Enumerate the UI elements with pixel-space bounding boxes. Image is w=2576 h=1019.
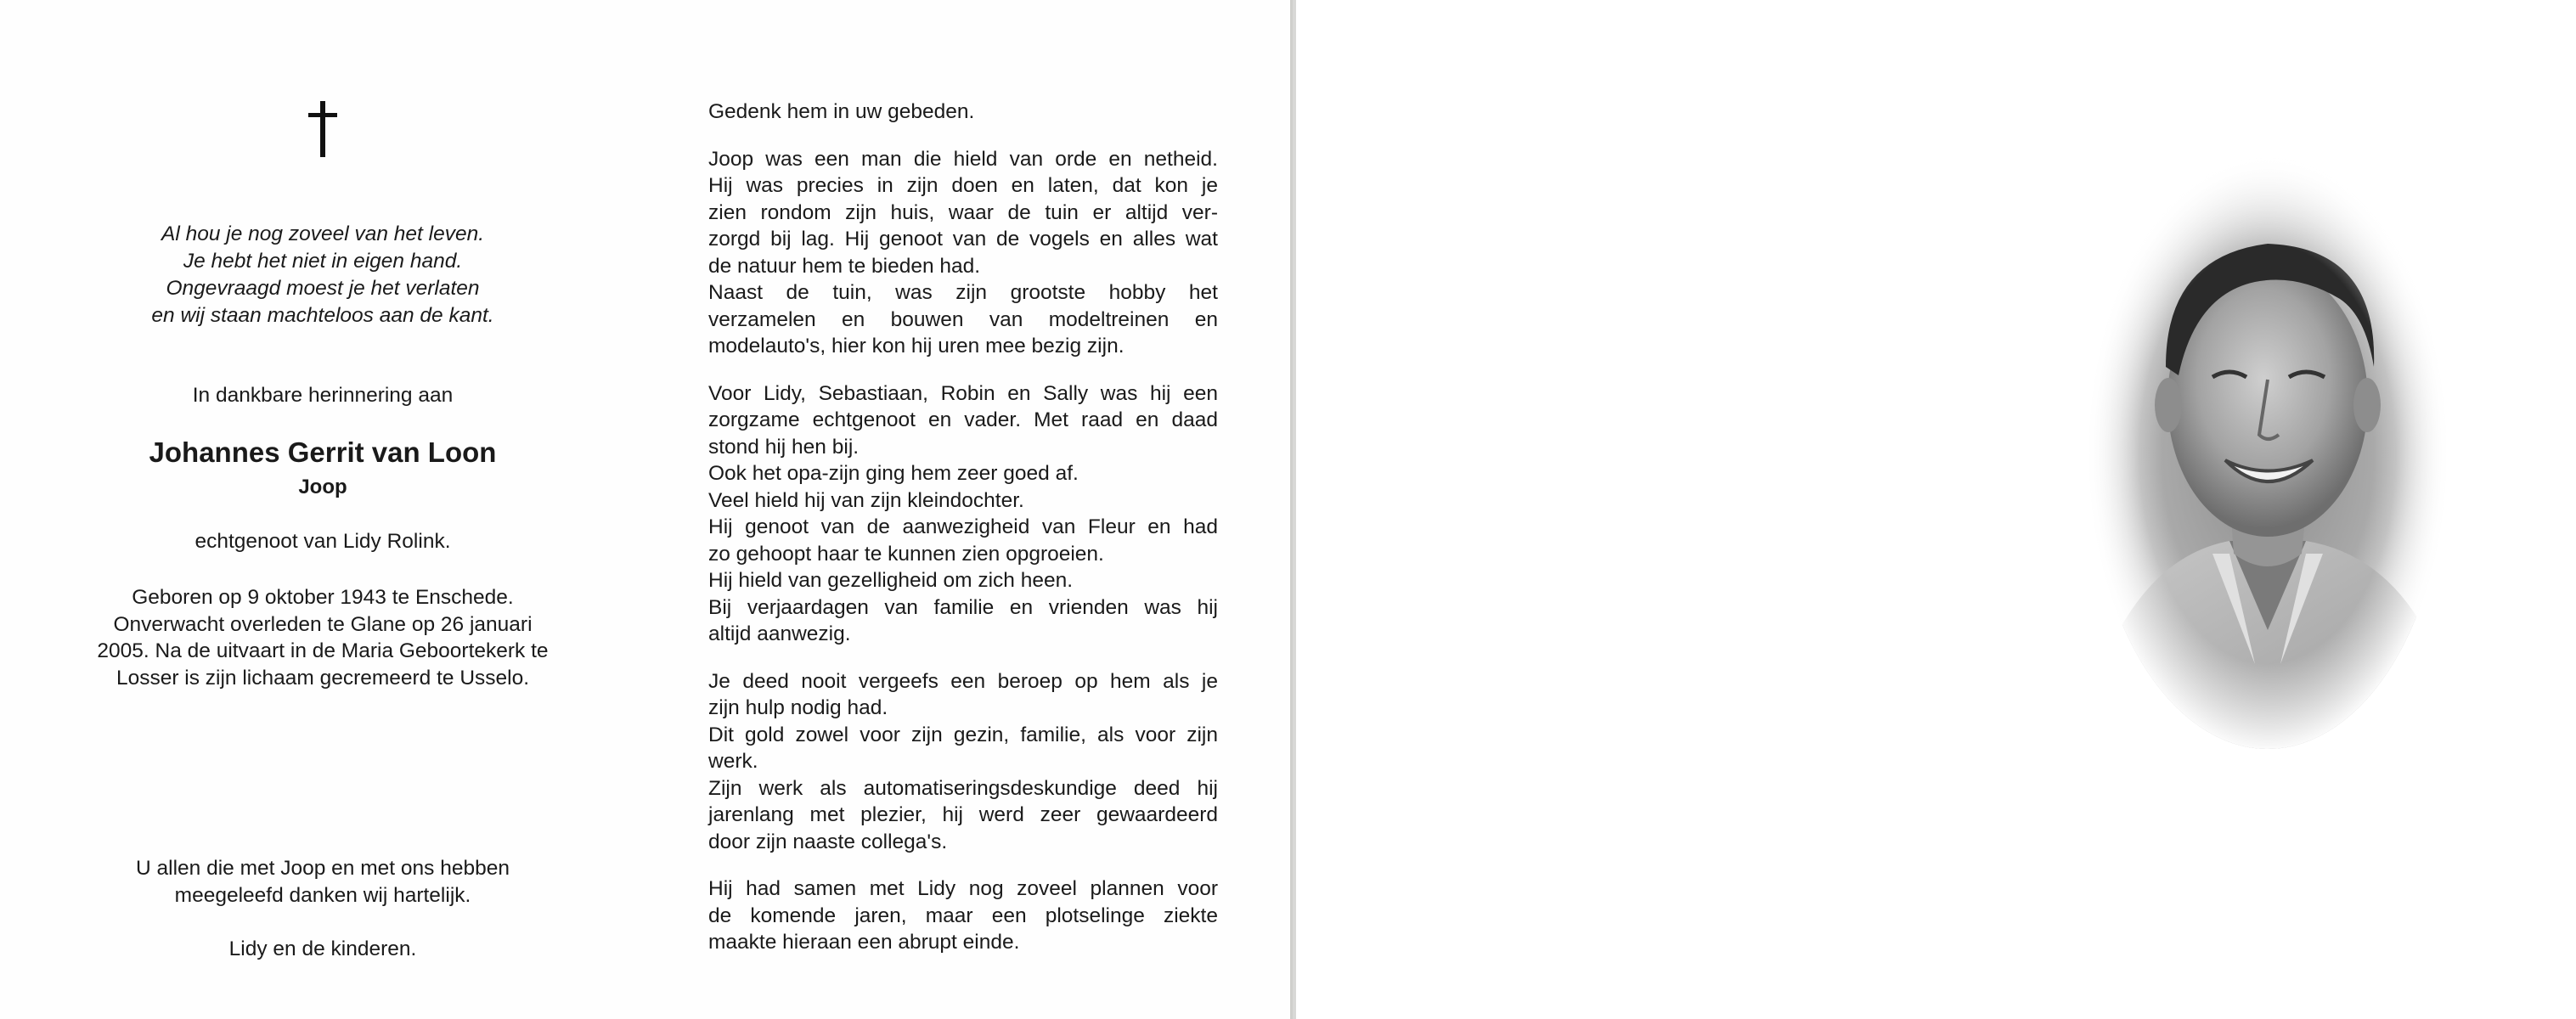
card-front-page bbox=[0, 0, 645, 1019]
thanks-line: U allen die met Joop en met ons hebben bbox=[136, 857, 510, 880]
memorial-line: Hij had samen met Lidy nog zoveel plannen voor bbox=[708, 877, 1218, 900]
memorial-line: stond hij hen bij. bbox=[708, 435, 860, 459]
dedication-text: In dankbare herinnering aan bbox=[192, 384, 454, 407]
memorial-paragraph bbox=[708, 668, 1218, 856]
poem-line: Al hou je nog zoveel van het leven. bbox=[161, 222, 484, 245]
memorial-line: zijn hulp nodig had. bbox=[708, 696, 888, 719]
memorial-line: Voor Lidy, Sebastiaan, Robin en Sally was hij een bbox=[708, 381, 1218, 405]
life-dates-line: Geboren op 9 oktober 1943 te Enschede. bbox=[132, 586, 514, 609]
memorial-line: Hij genoot van de aanwezigheid van Fleur en had bbox=[708, 515, 1218, 538]
memorial-line: Zijn werk als automatiseringsdeskundige deed hij bbox=[708, 776, 1218, 800]
memorial-line: Naast de tuin, was zijn grootste hobby het bbox=[708, 281, 1218, 304]
memorial-line: de komende jaren, maar een plotselinge ziekte bbox=[708, 904, 1218, 927]
memorial-line: verzamelen en bouwen van modeltreinen en bbox=[708, 307, 1218, 331]
memorial-paragraph bbox=[708, 99, 1218, 126]
memorial-line: altijd aanwezig. bbox=[708, 622, 851, 645]
poem bbox=[51, 221, 595, 329]
memorial-line: Bij verjaardagen van familie en vrienden was hij bbox=[708, 595, 1218, 619]
memorial-line: zo gehoopt haar te kunnen zien opgroeien. bbox=[708, 542, 1104, 566]
poem-line: Je hebt het niet in eigen hand. bbox=[183, 250, 463, 273]
memorial-line: Joop was een man die hield van orde en netheid. bbox=[708, 147, 1218, 171]
memorial-line: Ook het opa-zijn ging hem zeer goed af. bbox=[708, 462, 1079, 485]
memorial-line: Veel hield hij van zijn kleindochter. bbox=[708, 488, 1024, 512]
memorial-line: Hij hield van gezelligheid om zich heen. bbox=[708, 569, 1074, 592]
memorial-line: zorgd bij lag. Hij genoot van de vogels en alles wat bbox=[708, 228, 1218, 251]
memorial-line: werk. bbox=[708, 750, 758, 773]
life-dates-line: Onverwacht overleden te Glane op 26 januari bbox=[113, 612, 533, 636]
signoff: Lidy en de kinderen. bbox=[228, 937, 417, 960]
memorial-line: Gedenk hem in uw gebeden. bbox=[708, 100, 975, 123]
memorial-line: Hij was precies in zijn doen en laten, dat kon je bbox=[708, 174, 1218, 197]
life-dates-line: 2005. Na de uitvaart in de Maria Geboortekerk te bbox=[97, 639, 549, 662]
memorial-line: Je deed nooit vergeefs een beroep op hem als je bbox=[708, 669, 1218, 693]
thanks-block bbox=[51, 855, 595, 909]
poem-line: Ongevraagd moest je het verlaten bbox=[166, 277, 480, 300]
portrait-oval bbox=[2085, 155, 2450, 753]
life-dates-line: Losser is zijn lichaam gecremeerd te Usselo. bbox=[116, 666, 530, 690]
memorial-paragraph bbox=[708, 146, 1218, 360]
memorial-paragraph bbox=[708, 380, 1218, 648]
deceased-name: Johannes Gerrit van Loon bbox=[149, 436, 497, 468]
spouse-line: echtgenoot van Lidy Rolink. bbox=[194, 530, 451, 553]
memorial-line: zorgzame echtgenoot en vader. Met raad en daad bbox=[708, 408, 1218, 431]
memorial-line: modelauto's, hier kon hij uren mee bezig zijn. bbox=[708, 335, 1125, 357]
memorial-line: zien rondom zijn huis, waar de tuin er altijd ver- bbox=[708, 200, 1218, 224]
life-dates-block bbox=[51, 584, 595, 691]
poem-line: en wij staan machteloos aan de kant. bbox=[151, 304, 494, 327]
memorial-text-page bbox=[708, 99, 1218, 977]
portrait-photo bbox=[2085, 155, 2450, 753]
memorial-line: door zijn naaste collega's. bbox=[708, 830, 948, 853]
memorial-line: jarenlang met plezier, hij werd zeer gewaardeerd bbox=[708, 803, 1218, 826]
memorial-line: Dit gold zowel voor zijn gezin, familie, als voor zijn bbox=[708, 723, 1218, 746]
thanks-line: meegeleefd danken wij hartelijk. bbox=[174, 884, 471, 907]
deceased-nickname: Joop bbox=[298, 476, 347, 498]
memorial-paragraph bbox=[708, 875, 1218, 956]
cross-icon bbox=[302, 99, 344, 159]
memorial-line: de natuur hem te bieden had. bbox=[708, 254, 981, 278]
memorial-line: maakte hieraan een abrupt einde. bbox=[708, 931, 1020, 954]
